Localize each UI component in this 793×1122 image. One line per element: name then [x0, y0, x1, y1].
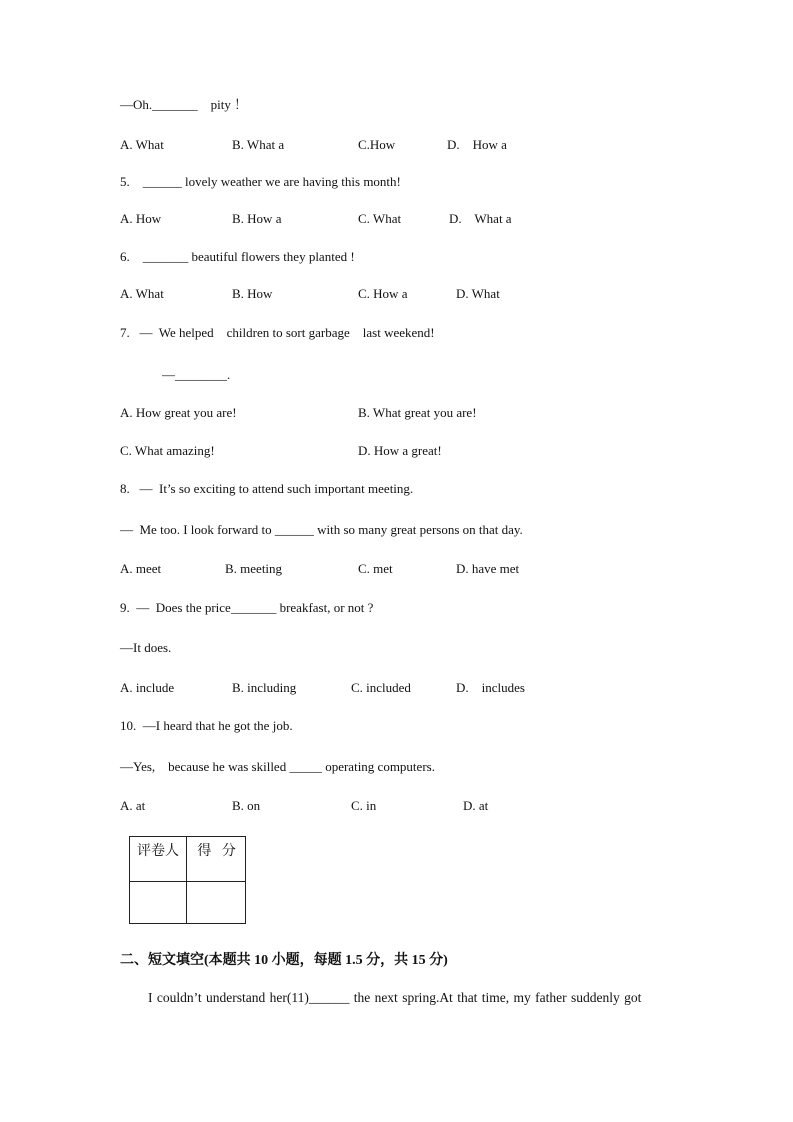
q6-option-b: B. How	[232, 286, 273, 301]
question-9-stem: 9. — Does the price_______ breakfast, or not ?	[120, 600, 374, 615]
q5-option-c: C. What	[358, 211, 402, 226]
q5-option-b: B. How a	[232, 211, 282, 226]
question-6-stem: 6. _______ beautiful flowers they planted !	[120, 249, 355, 264]
q4-option-d: D. How a	[447, 137, 507, 152]
q9-option-d: D. includes	[456, 680, 525, 695]
q9-option-c: C. included	[351, 680, 411, 695]
q10-option-a: A. at	[120, 798, 146, 813]
q7-option-d: D. How a great!	[358, 443, 442, 458]
q9-option-a: A. include	[120, 680, 175, 695]
grader-label: 评卷人	[137, 844, 179, 859]
q7-option-b: B. What great you are!	[358, 405, 477, 420]
q5-option-a: A. How	[120, 211, 162, 226]
q4-option-c: C.How	[358, 137, 396, 152]
q8-option-b: B. meeting	[225, 561, 283, 576]
question-8-reply: — Me too. I look forward to ______ with so many great persons on that day.	[120, 522, 523, 537]
q7-option-c: C. What amazing!	[120, 443, 215, 458]
score-label: 得 分	[197, 844, 236, 859]
q4-option-b: B. What a	[232, 137, 285, 152]
question-9-reply: —It does.	[120, 640, 172, 655]
question-10-reply: —Yes, because he was skilled _____ operating computers.	[120, 759, 435, 774]
question-5-stem: 5. ______ lovely weather we are having this month!	[120, 174, 401, 189]
q10-option-d: D. at	[463, 798, 489, 813]
question-7-stem: 7. — We helped children to sort garbage last weekend!	[120, 325, 435, 340]
q5-option-d: D. What a	[449, 211, 512, 226]
q10-option-c: C. in	[351, 798, 377, 813]
q10-option-b: B. on	[232, 798, 261, 813]
score-header	[187, 837, 246, 882]
score-cell[interactable]	[187, 882, 246, 924]
score-table	[129, 836, 246, 924]
question-4-stem: —Oh._______ pity ！	[120, 97, 248, 112]
q8-option-a: A. meet	[120, 561, 162, 576]
section-title: 二、短文填空(本题共 10 小题，每题 1.5 分，共 15 分)	[120, 953, 448, 968]
question-8-stem: 8. — It’s so exciting to attend such important meeting.	[120, 481, 414, 496]
q6-option-d: D. What	[456, 286, 500, 301]
q8-option-d: D. have met	[456, 561, 520, 576]
grader-header	[130, 837, 187, 882]
q6-option-c: C. How a	[358, 286, 408, 301]
question-7-reply: —________.	[162, 367, 231, 382]
q7-option-a: A. How great you are!	[120, 405, 237, 420]
grader-cell[interactable]	[130, 882, 187, 924]
q9-option-b: B. including	[232, 680, 297, 695]
question-10-stem: 10. —I heard that he got the job.	[120, 718, 293, 733]
q6-option-a: A. What	[120, 286, 164, 301]
q4-option-a: A. What	[120, 137, 164, 152]
q8-option-c: C. met	[358, 561, 393, 576]
passage-first-line: I couldn’t understand her(11)______ the next spring.At that time, my father suddenly got	[148, 990, 642, 1005]
